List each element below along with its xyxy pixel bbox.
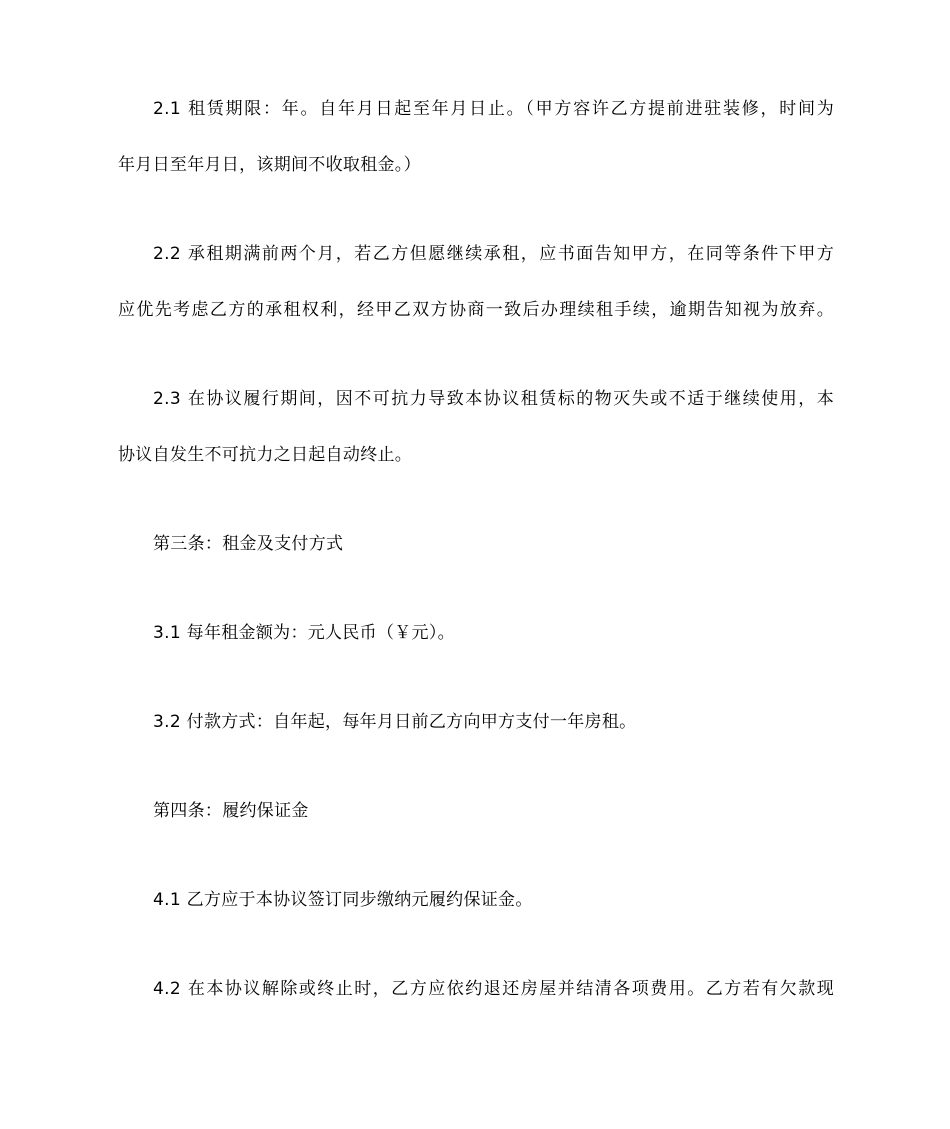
clause-3-1: 3.1 每年租金额为：元人民币（￥元）。 <box>153 623 455 643</box>
clause-2-2-line-1: 2.2 承租期满前两个月，若乙方但愿继续承租，应书面告知甲方，在同等条件下甲方 <box>153 244 834 264</box>
clause-3-2: 3.2 付款方式：自年起，每年月日前乙方向甲方支付一年房租。 <box>153 712 637 732</box>
clause-2-3-line-1: 2.3 在协议履行期间，因不可抗力导致本协议租赁标的物灭失或不适于继续使用，本 <box>153 389 834 409</box>
clause-2-1-line-1: 2.1 租赁期限：年。自年月日起至年月日止。（甲方容许乙方提前进驻装修，时间为 <box>153 99 834 119</box>
article-3-heading: 第三条：租金及支付方式 <box>153 534 344 554</box>
clause-4-1: 4.1 乙方应于本协议签订同步缴纳元履约保证金。 <box>153 890 533 910</box>
clause-2-3-line-2: 协议自发生不可抗力之日起自动终止。 <box>118 445 413 465</box>
clause-2-2-line-2: 应优先考虑乙方的承租权利，经甲乙双方协商一致后办理续租手续，逾期告知视为放弃。 <box>118 300 834 320</box>
article-4-heading: 第四条：履约保证金 <box>153 801 309 821</box>
clause-2-1-line-2: 年月日至年月日，该期间不收取租金。） <box>118 155 421 175</box>
clause-4-2-line-1: 4.2 在本协议解除或终止时，乙方应依约退还房屋并结清各项费用。乙方若有欠款现 <box>153 979 834 999</box>
